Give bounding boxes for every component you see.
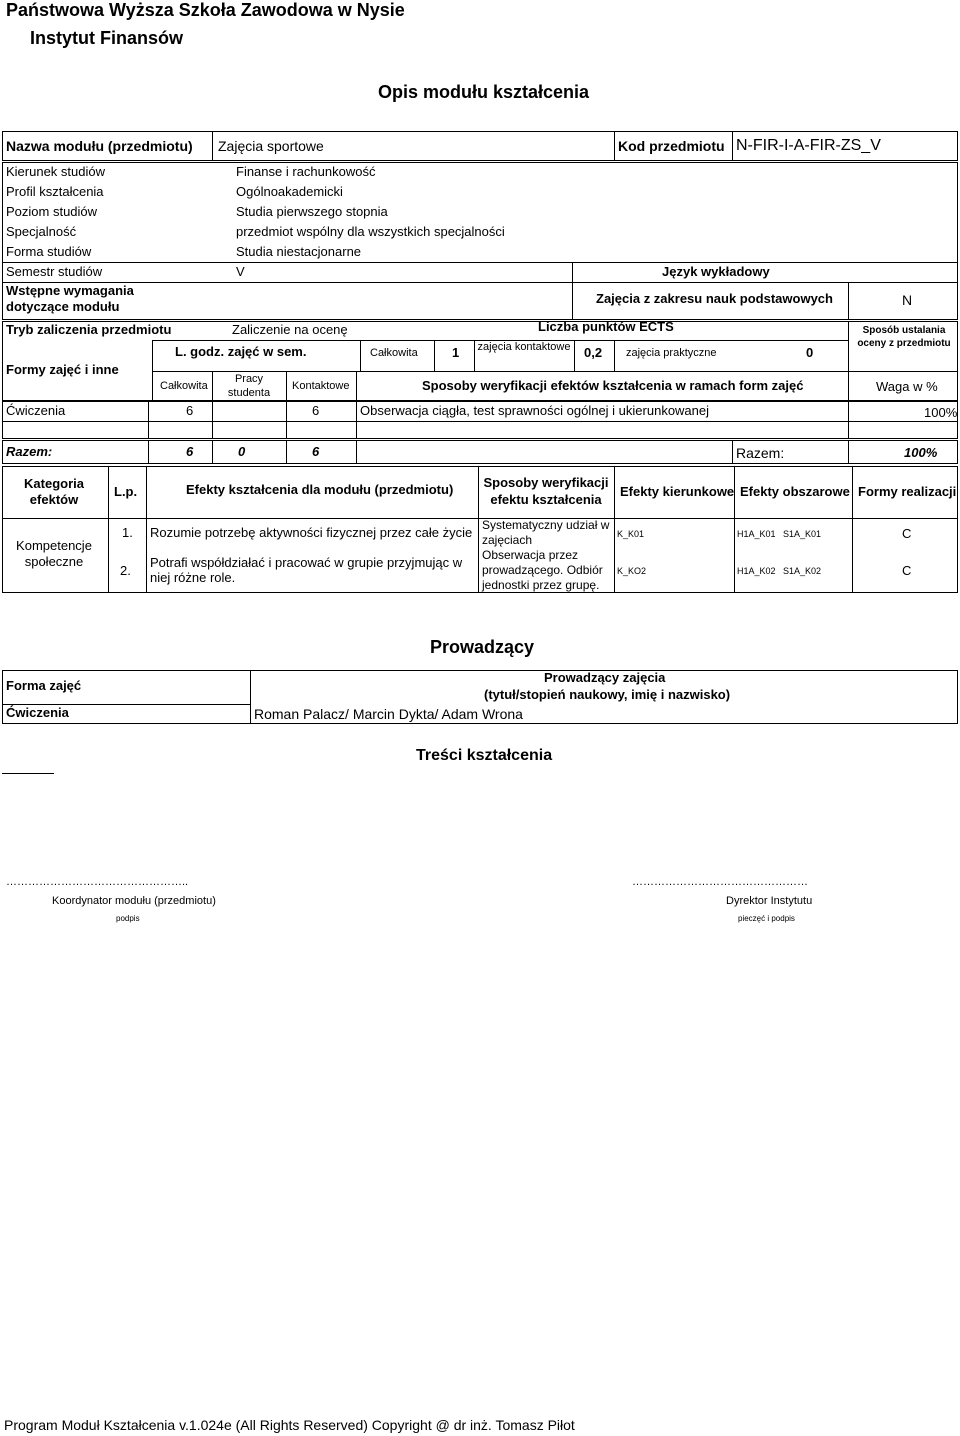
effects-header-category: Kategoria efektów	[24, 476, 84, 507]
totals-work: 0	[238, 444, 246, 459]
col-contact-label: Kontaktowe	[292, 380, 350, 392]
language-label: Język wykładowy	[662, 264, 770, 279]
code-label: Kod przedmiotu	[618, 138, 725, 154]
ects-total-label: Całkowita	[370, 347, 418, 359]
form-row-total: 6	[186, 403, 194, 418]
col-student-work-label: Pracy studenta	[227, 373, 271, 399]
verification-methods-label: Sposoby weryfikacji efektów kształcenia w ramach form zajęć	[422, 378, 804, 393]
info-label-profil: Profil kształcenia	[6, 184, 104, 199]
code-value: N-FIR-I-A-FIR-ZS_V	[736, 137, 881, 154]
document-title: Opis modułu kształcenia	[378, 82, 590, 102]
effects-category: Kompetencje społeczne	[16, 538, 92, 569]
info-value-forma: Studia niestacjonarne	[236, 244, 362, 259]
tryb-value: Zaliczenie na ocenę	[232, 322, 348, 337]
effect-2-lp: 2.	[120, 563, 131, 578]
effect-2-verification: Obserwacja przez prowadzącego. Odbiór jednostki przez grupę.	[482, 548, 603, 592]
teachers-header-2: (tytuł/stopień naukowy, imię i nazwisko)	[484, 687, 731, 702]
institute-name: Instytut Finansów	[30, 28, 183, 48]
col-total-label: Całkowita	[160, 380, 208, 392]
teachers-header-1: Prowadzący zajęcia	[544, 670, 666, 685]
footer-text: Program Moduł Kształcenia v.1.024e (All Rights Reserved) Copyright @ dr inż. Tomasz Piłot	[4, 1417, 575, 1433]
prereq-label-2: dotyczące modułu	[6, 299, 120, 314]
effect-1-obsz: H1A_K01 S1A_K01	[737, 529, 822, 539]
effect-1-kier: K_K01	[617, 529, 645, 539]
effect-1-forma: C	[902, 526, 912, 541]
info-label-specjalnosc: Specjalność	[6, 224, 77, 239]
effect-2-forma: C	[902, 563, 912, 578]
effects-header-kier: Efekty kierunkowe	[620, 484, 735, 499]
grading-method-label: Sposób ustalania oceny z przedmiotu	[857, 325, 951, 349]
info-label-kierunek: Kierunek studiów	[6, 164, 105, 179]
totals-total: 6	[186, 444, 194, 459]
totals-label-weight: Razem:	[736, 445, 785, 461]
right-signature-sub: pieczęć i podpis	[738, 914, 795, 923]
effects-header-effects: Efekty kształcenia dla modułu (przedmiotu)	[186, 482, 454, 497]
left-signature-dots: …………………………………………..	[6, 876, 189, 888]
effects-header-verification: Sposoby weryfikacji efektu kształcenia	[483, 475, 609, 507]
right-signature-dots: …………………………………………	[632, 876, 808, 888]
ects-contact-value: 0,2	[584, 345, 603, 360]
module-name-label: Nazwa modułu (przedmiotu)	[6, 138, 193, 154]
info-label-forma: Forma studiów	[6, 244, 92, 259]
semester-value: V	[236, 264, 245, 279]
basic-sciences-value: N	[902, 292, 913, 308]
totals-weight: 100%	[904, 445, 938, 460]
totals-contact: 6	[312, 444, 320, 459]
info-value-specjalnosc: przedmiot wspólny dla wszystkich specjalności	[236, 224, 505, 239]
effect-1-lp: 1.	[122, 525, 133, 540]
ects-practical-label: zajęcia praktyczne	[626, 347, 717, 359]
form-row-form: Ćwiczenia	[6, 403, 66, 418]
left-signature-title: Koordynator modułu (przedmiotu)	[52, 895, 216, 907]
teachers-title: Prowadzący	[430, 637, 535, 657]
forms-label: Formy zajęć i inne	[6, 362, 119, 377]
info-value-kierunek: Finanse i rachunkowość	[236, 164, 376, 179]
ects-total-value: 1	[452, 345, 460, 360]
left-signature-sub: podpis	[116, 914, 140, 923]
info-value-profil: Ogólnoakademicki	[236, 184, 343, 199]
form-row-weight: 100%	[924, 405, 958, 420]
info-value-poziom: Studia pierwszego stopnia	[236, 204, 388, 219]
teachers-form-label: Forma zajęć	[6, 678, 82, 693]
content-title: Treści kształcenia	[416, 747, 553, 764]
info-label-poziom: Poziom studiów	[6, 204, 98, 219]
tryb-label: Tryb zaliczenia przedmiotu	[6, 322, 172, 337]
effects-header-obsz: Efekty obszarowe	[740, 484, 850, 499]
teachers-row-names: Roman Palacz/ Marcin Dykta/ Adam Wrona	[254, 706, 523, 722]
effect-2-obsz: H1A_K02 S1A_K02	[737, 566, 822, 576]
hours-in-semester-label: L. godz. zajęć w sem.	[175, 344, 307, 359]
ects-label: Liczba punktów ECTS	[538, 319, 674, 334]
effect-1-text: Rozumie potrzebę aktywności fizycznej przez całe życie	[150, 525, 473, 540]
totals-label: Razem:	[6, 444, 53, 459]
ects-contact-label: zajęcia kontaktowe	[477, 341, 571, 353]
effect-2-kier: K_KO2	[617, 566, 647, 576]
right-signature-title: Dyrektor Instytutu	[726, 895, 813, 907]
basic-sciences-label: Zajęcia z zakresu nauk podstawowych	[596, 291, 833, 306]
module-name-value: Zajęcia sportowe	[218, 138, 324, 154]
school-name: Państwowa Wyższa Szkoła Zawodowa w Nysie	[6, 0, 405, 20]
effects-header-lp: L.p.	[114, 484, 138, 499]
effect-2-text: Potrafi współdziałać i pracować w grupie przyjmując w niej różne role.	[150, 555, 463, 585]
ects-practical-value: 0	[806, 345, 814, 360]
totals-row	[2, 440, 958, 464]
content-underline	[2, 773, 54, 774]
effect-1-verification: Systematyczny udział w zajęciach	[482, 518, 610, 547]
form-row-contact: 6	[312, 403, 320, 418]
prereq-label-1: Wstępne wymagania	[6, 283, 134, 298]
weight-label: Waga w %	[876, 379, 938, 394]
semester-label: Semestr studiów	[6, 264, 103, 279]
effects-header-formy: Formy realizacji	[858, 484, 957, 499]
form-row-verification: Obserwacja ciągła, test sprawności ogólnej i ukierunkowanej	[360, 403, 710, 418]
teachers-row-form: Ćwiczenia	[6, 705, 69, 720]
